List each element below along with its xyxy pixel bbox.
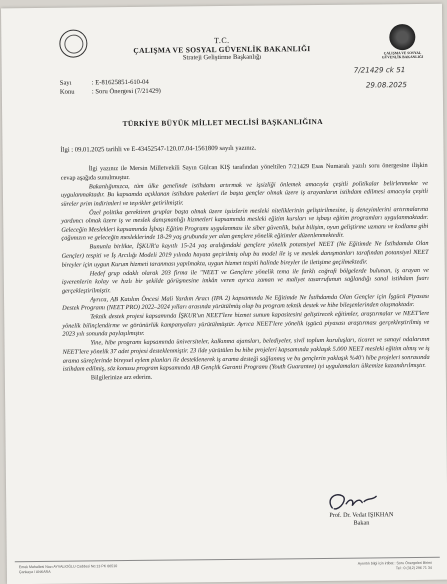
addressee: TÜRKİYE BÜYÜK MİLLET MECLİSİ BAŞKANLIĞINA [122,116,323,129]
signature-block [306,511,416,528]
ministry-logo-text: ÇALIŞMA VE SOSYAL GÜVENLİK BAKANLIĞI [381,50,424,60]
footer-contact-line1: Ayrıntılı bilgi için irtibat : Soru Önergeleri Birimi [357,560,432,566]
handwritten-reference: 7/21429 ck 51 [353,65,406,75]
konu-label: Konu [59,88,75,96]
footer-contact-line2: Tel : 0 (312) 296 71 34 [395,565,432,570]
signer-name: Prof. Dr. Vedat IŞIKHAN [329,511,394,519]
header-tc: T.C. [213,35,230,46]
body-paragraph: Hedef grup odaklı olarak 203 firma ile "NEET ve Gençlere yönelik tema ile farklı coğrafi bölgelerde bulunan, iş arayan ve işverenlerin kolay ve hızlı bir şekilde görüşmesine imkân veren ayrıca zaman ve maliyet tasarrufunun sağlandığı sanal istihdam fuarı gerçekleştirilmiştir. [61,266,429,295]
header-department: Strateji Geliştirme Başkanlığı [182,53,262,62]
body-paragraph: İlgi yazınız ile Mersin Milletvekili Sayın Gülcan KIŞ tarafından yöneltilen 7/21429 Esas Numaralı yazılı soru önergesine ilişkin cevap aşağıda sunulmuştur. [60,161,428,182]
letter-body [61,162,430,384]
body-paragraph: Teknik destek projesi kapsamında İŞKUR'un NEET'lere hizmet sunum kapasitesini geliştirecek eğitimler, araştırmalar ve NEET'lere yönelik bilinçlendirme ve görünürlük kampanyaları yürütülmüştür. Ayrıca NEET'lere yönelik işgücü piyasası araştırması gerçekleştirilmiş ve 2023 yılı sonunda paylaşılmıştır. [62,310,430,339]
body-paragraph: Bakanlığımızca, tüm ülke genelinde istihdamı artırmak ve işsizliği önlemek amacıyla çeşitli politikalar belirlenmekte ve uygulanmaktadır. Bu kapsamda açıklanan istihdam paketleri ile başta gençler olmak üzere iş arayanların istihdam edilmesi amacıyla çeşitli süreler prim indirimleri ve teşvikler getirilmiştir. [60,179,428,208]
ilgi-line: İlgi : 09.01.2025 tarihli ve E-43452547-120.07.04-1561809 sayılı yazınız. [60,144,257,154]
body-paragraph: Ayrıca, AB Katılım Öncesi Mali Yardım Aracı (IPA 2) kapsamında Ne Eğitimde Ne İstihdamda Olan Gençler için İşgücü Piyasası Destek Programı (NEET PRO) 2022–2024 yılları arasında yürütülmüş olup bu program teknik destek ve hibe bileşenlerinden oluşmaktadır. [62,292,430,312]
footer-address-line2: Çankaya / ANKARA [18,569,51,574]
body-paragraph: Özel politika gerektiren gruplar başta olmak üzere işsizlerin mesleki niteliklerinin geliştirilmesine, iş deneyimlerini artırmalarına yardımcı olmak üzere iş ve meslek danışmanlığı hizmetleri kapsamında mesleki eğitim kursları ve işbaşı eğitim programları uygulanmaktadır. Geleceğin Meslekleri kapsamında İşbaşı Eğitim Programı uygulanması ile siber güvenlik, bulut bilişim, oyun geliştirme uzmanı ve kodlama gibi çağımızın ve geleceğin mesleklerinde 18-29 yaş grubunda yer alan gençlere yönelik eğitimler düzenlenmektedir. [61,205,429,243]
body-paragraph: Bilgilerinize arz ederim. [90,373,153,382]
footer-address [19,564,117,574]
footer [15,557,440,574]
footer-contact [358,561,432,571]
body-paragraph: Yine, hibe programı kapsamında üniversiteler, kalkınma ajansları, belediyeler, sivil toplum kuruluşları, ticaret ve sanayi odalarının NEET'lere yönelik 37 adet projesi desteklenmiştir. 23 ilde yürütülen bu hibe projeleri kapsamında yaklaşık 5.000 NEET mesleki eğitim almış ve iş arama süreçlerinde bireysel eylem planları ile desteklenerek iş arama desteği sağlanmış ve bu gençlerin yaklaşık %40'ı hibe projeleri sonrasında istihdam edilmiş, söz konusu program kapsamında AB Gençlik Garanti Programı (Youth Guarantee) iyi uygulamaları ülkemize kazandırılmıştır. [62,336,430,373]
body-paragraph: Bununla birlikte, İŞKUR'a kayıtlı 15-24 yaş aralığındaki gençlere yönelik potansiyel NEET (Ne Eğitimde Ne İstihdamda Olan Gençler) tespiti ve İş Arcılığı Modeli 2019 yılında hayata geçirilmiş olup bu model ile iş ve meslek danışmanları tarafından potansiyel NEET bireyler için uygun Kurum hizmeti taranması yapılmakta, uygun hizmet tespiti halinde bireyler ile iletişime geçilmektedir. [61,240,429,269]
signature-image [324,489,384,514]
header-ministry: ÇALIŞMA VE SOSYAL GÜVENLİK BAKANLIĞI [133,44,311,55]
official-letter [1,4,447,584]
signer-title: Bakan [353,519,370,527]
sayi-label: Sayı [59,79,72,87]
letterhead [1,34,442,64]
footer-address-line1: Emek Mahallesi Nazı AYVALIOĞLU Caddesi No:13 PK 06510 [18,564,118,570]
sayi-value: : E-81625851-610-04 [91,78,149,87]
handwritten-date: 29.08.2025 [365,80,408,90]
konu-value: : Soru Önergesi (7/21429) [91,87,161,96]
konu-row [60,87,161,97]
